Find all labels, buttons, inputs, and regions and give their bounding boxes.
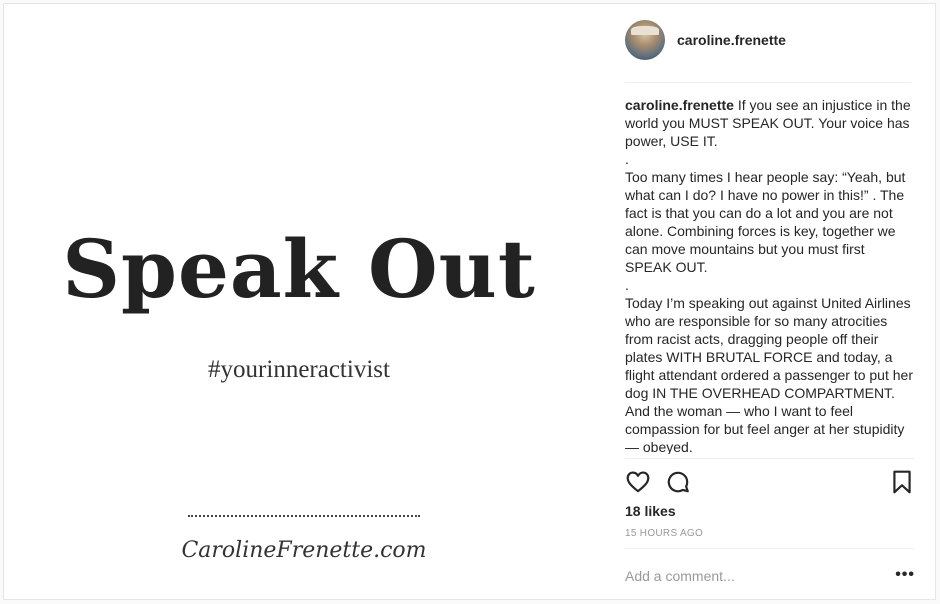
image-title: Speak Out [62,222,536,316]
avatar[interactable] [625,20,665,60]
post-sidebar [601,4,935,599]
comment-input[interactable] [625,565,865,587]
post-header [625,20,911,83]
avatar-hat [631,26,659,35]
image-dotted-divider [188,515,420,517]
caption-paragraph-3: Today I’m speaking out against United Airlines who are responsible for so many atrocities from racist acts, dragging people off their plates WITH BRUTAL FORCE and today, a flight attendant ordered a passenger to put her dog IN THE OVERHEAD COMPARTMENT. And the woman — who I want to feel compassion for but feel anger at her stupidity — obeyed. [625,295,913,454]
caption-separator: . [625,277,629,293]
action-bar [625,458,915,503]
comment-icon[interactable] [665,469,691,495]
caption [625,96,915,454]
caption-paragraph-2: Too many times I hear people say: “Yeah, but what can I do? I have no power in this!” . The fact is that you can do a lot and you are not alone. Combining forces is key, together we can move mountains but you must first SPEAK OUT. [625,169,906,275]
header-username[interactable]: caroline.frenette [677,32,786,48]
more-options-icon[interactable]: ••• [895,566,915,583]
image-hashtag: #yourinneractivist [208,356,390,383]
likes-count[interactable]: 18 likes [625,503,676,519]
post-timestamp[interactable]: 15 HOURS AGO [625,528,704,539]
comment-section [625,548,915,600]
caption-text: If you see an injustice in the world you MUST SPEAK OUT. Your voice has power, USE IT. [625,97,911,149]
caption-username[interactable]: caroline.frenette [625,97,734,113]
instagram-post [3,3,936,600]
bookmark-icon[interactable] [889,469,915,495]
post-image[interactable] [4,4,601,599]
caption-separator: . [625,151,629,167]
heart-icon[interactable] [625,469,651,495]
caption-paragraph-1 [625,96,915,150]
image-website: CarolineFrenette.com [181,538,427,563]
